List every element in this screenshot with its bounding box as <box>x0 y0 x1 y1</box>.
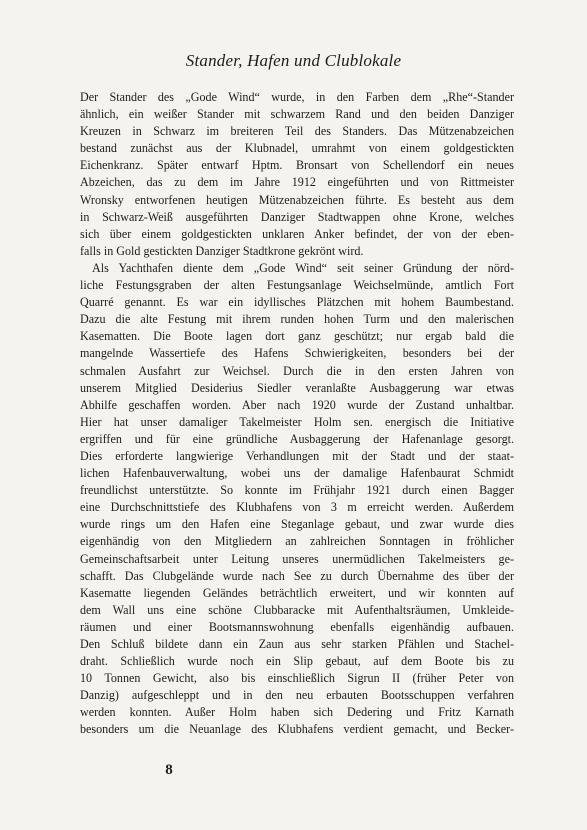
text-line: Dies erforderte langwierige Verhandlungen mit der Stadt und der staat- <box>80 448 514 463</box>
text-line: Den Schluß bildete dann ein Zaun aus sehr starken Pfählen und Stachel- <box>80 637 514 651</box>
text-line: Kreuzen in Schwarz im breiteren Teil des Standers. Das Mützenabzeichen <box>80 124 514 139</box>
text-line: schmalen Ausfahrt zur Weichsel. Durch die in den ersten Jahren von <box>80 363 514 378</box>
text-line: Gemeinschaftsarbeit unter Leitung unseres unermüdlichen Takelmeisters ge- <box>80 551 514 566</box>
text-line: ähnlich, ein weißer Stander mit schwarzem Rand und den beiden Danziger <box>80 107 514 122</box>
paragraph <box>80 89 514 260</box>
text-line: in Schwarz-Weiß ausgeführten Danziger Stadtwappen ohne Krone, welches <box>80 209 514 224</box>
text-line: liche Festungsgraben der alten Festungsanlage Weichselmünde, amtlich Fort <box>80 278 514 293</box>
text-line: draht. Schließlich wurde noch ein Slip gebaut, auf dem Boote bis zu <box>80 654 514 669</box>
page-number: 8 <box>165 762 173 778</box>
text-line: lichen Hafenbauverwaltung, wobei uns der damalige Hafenbaurat Schmidt <box>80 466 514 481</box>
text-line: werden konnten. Außer Holm haben sich Dedering und Fritz Karnath <box>80 705 514 720</box>
page-title: Stander, Hafen und Clublokale <box>185 51 402 70</box>
text-line: mangelnde Wassertiefe des Hafens Schwierigkeiten, besonders bei der <box>80 346 514 361</box>
text-line: eine Durchschnittstiefe des Klubhafens von 3 m erreicht werden. Außerdem <box>80 500 514 515</box>
text-line: Abhilfe geschaffen worden. Aber nach 1920 wurde der Zustand unhaltbar. <box>80 397 514 412</box>
text-line: räumen und einer Bootsmannswohnung ebenfalls eigenhändig aufbauen. <box>80 619 514 634</box>
text-line: Danzig) aufgeschleppt und in den neu erbauten Bootsschuppen verfahren <box>80 688 514 703</box>
text-line: dem Wall uns eine schöne Clubbaracke mit Aufenthaltsräumen, Umkleide- <box>80 602 514 617</box>
text-line: sich über einem goldgestickten unklaren Anker befindet, der von der eben- <box>80 226 514 241</box>
text-line: bestand zunächst aus der Klubnadel, umrahmt von einem goldgestickten <box>80 141 514 156</box>
paragraph <box>80 260 514 739</box>
text-line: Eichenkranz. Später entwarf Hptm. Bronsart von Schellendorf ein neues <box>80 158 514 173</box>
text-line: Abzeichen, das zu dem im Jahre 1912 eingeführten und von Rittmeister <box>80 175 514 190</box>
text-line: Kasematten. Die Boote lagen dort ganz geschützt; nur ergab bald die <box>80 329 514 344</box>
text-line: Hier hat unser damaliger Takelmeister Holm sen. energisch die Initiative <box>80 414 514 429</box>
text-line: eigenhändig von den Mitgliedern an zahlreichen Sonntagen in fröhlicher <box>80 534 514 549</box>
text-line: Der Stander des „Gode Wind“ wurde, in den Farben dem „Rhe“-Stander <box>80 90 514 104</box>
text-line: ergriffen und für eine gründliche Ausbaggerung der Hafenanlage gesorgt. <box>80 431 514 446</box>
text-line: Wronsky entworfenen heutigen Mützenabzeichen führte. Es besteht aus dem <box>80 192 514 207</box>
text-line: Dazu die alte Festung mit ihrem runden hohen Turm und den malerischen <box>80 312 514 327</box>
text-line: wurde rings um den Hafen eine Steganlage gebaut, und zwar wurde dies <box>80 517 514 532</box>
text-line: Kasematte liegenden Geländes beträchtlich erweitert, und wir konnten auf <box>80 585 514 600</box>
text-line: besonders um die Neuanlage des Klubhafens verdient gemacht, und Becker- <box>80 722 514 737</box>
body-text <box>80 89 514 739</box>
text-line: freundlichst unterstützte. So konnte im Frühjahr 1921 durch einen Bagger <box>80 483 514 498</box>
text-line: Als Yachthafen diente dem „Gode Wind“ seit seiner Gründung der nörd- <box>92 260 514 275</box>
text-line: schafft. Das Clubgelände wurde nach See zu durch Übernahme des über der <box>80 568 514 583</box>
text-line: falls in Gold gestickten Danziger Stadtkrone gekrönt wird. <box>80 243 364 258</box>
text-line: 10 Tonnen Gewicht, also bis einschließlich Sigrun II (früher Peter von <box>80 671 514 686</box>
text-line: Quarré genannt. Es war ein idyllisches Plätzchen mit hohem Baumbestand. <box>80 295 514 310</box>
text-line: unserem Mitglied Desiderius Siedler veranlaßte Ausbaggerung war etwas <box>80 380 514 395</box>
